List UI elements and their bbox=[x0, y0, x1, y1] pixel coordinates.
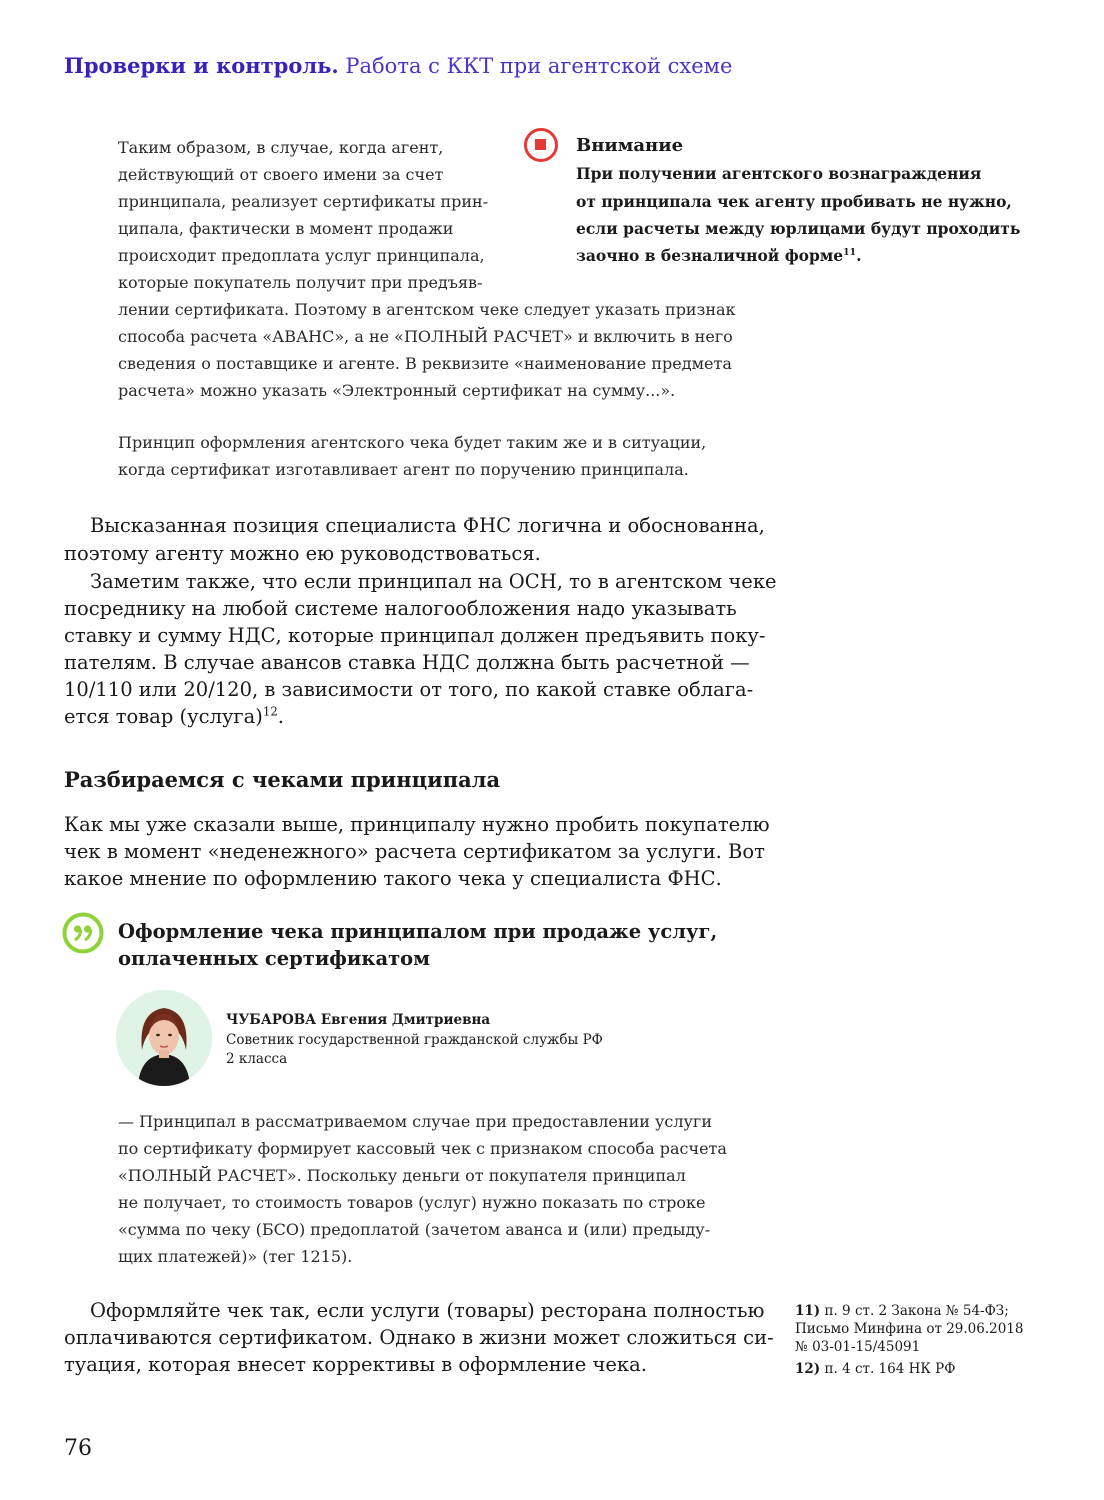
attention-line: заочно в безналичной форме bbox=[576, 246, 844, 265]
closing-line: оплачиваются сертификатом. Однако в жизни может сложиться си- bbox=[64, 1326, 774, 1349]
footnote-11 bbox=[795, 1303, 1009, 1319]
stop-circle-icon bbox=[524, 128, 558, 162]
expert-quote-line: «ПОЛНЫЙ РАСЧЕТ». Поскольку деньги от покупателя принципал bbox=[118, 1166, 686, 1185]
body-line: пателям. В случае авансов ставка НДС должна быть расчетной — bbox=[64, 651, 750, 674]
intro-line: чек в момент «неденежного» расчета сертификатом за услуги. Вот bbox=[64, 840, 765, 863]
quote-icon bbox=[62, 912, 104, 954]
intro-line: Как мы уже сказали выше, принципалу нужно пробить покупателю bbox=[64, 813, 770, 836]
quote-line: которые покупатель получит при предъяв- bbox=[118, 273, 483, 292]
expert-quote-line: «сумма по чеку (БСО) предоплатой (зачетом аванса и (или) предыду- bbox=[118, 1220, 711, 1239]
body-line: ется товар (услуга) bbox=[64, 705, 263, 728]
body-line: 10/110 или 20/120, в зависимости от того, по какой ставке облага- bbox=[64, 678, 754, 701]
quote-line: лении сертификата. Поэтому в агентском чеке следует указать признак bbox=[118, 300, 736, 319]
quote-title-line: оплаченных сертификатом bbox=[118, 947, 431, 970]
body-line: Заметим также, что если принципал на ОСН, то в агентском чеке bbox=[90, 570, 777, 593]
body-line: Высказанная позиция специалиста ФНС логична и обоснованна, bbox=[90, 514, 765, 537]
section-title: Работа с ККТ при агентской схеме bbox=[338, 54, 733, 78]
section-label: Проверки и контроль. bbox=[64, 53, 339, 78]
quote-line: когда сертификат изготавливает агент по поручению принципала. bbox=[118, 460, 689, 479]
expert-quote-line: — Принципал в рассматриваемом случае при предоставлении услуги bbox=[118, 1112, 712, 1131]
expert-portrait-illustration bbox=[116, 990, 212, 1086]
footnote-number: 12) bbox=[795, 1361, 821, 1377]
attention-line-last bbox=[576, 246, 862, 265]
quote-line: Принцип оформления агентского чека будет таким же и в ситуации, bbox=[118, 433, 707, 452]
expert-name: ЧУБАРОВА Евгения Дмитриевна bbox=[226, 1012, 491, 1028]
expert-quote-line: по сертификату формирует кассовый чек с признаком способа расчета bbox=[118, 1139, 727, 1158]
intro-line: какое мнение по оформлению такого чека у специалиста ФНС. bbox=[64, 867, 722, 890]
footnote-text: Письмо Минфина от 29.06.2018 bbox=[795, 1321, 1024, 1337]
attention-line: от принципала чек агенту пробивать не нужно, bbox=[576, 192, 1012, 211]
attention-end: . bbox=[856, 246, 862, 265]
quote-line: сведения о поставщике и агенте. В реквизите «наименование предмета bbox=[118, 354, 732, 373]
attention-line: если расчеты между юрлицами будут проходить bbox=[576, 219, 1021, 238]
footnote-text: п. 9 ст. 2 Закона № 54-ФЗ; bbox=[820, 1303, 1009, 1319]
quote-line: действующий от своего имени за счет bbox=[118, 165, 444, 184]
footnote-number: 11) bbox=[795, 1303, 821, 1319]
footnote-ref: 11 bbox=[843, 246, 857, 258]
body-line: ставку и сумму НДС, которые принципал должен предъявить поку- bbox=[64, 624, 766, 647]
expert-position-line: 2 класса bbox=[226, 1051, 288, 1067]
footnote-12 bbox=[795, 1361, 955, 1377]
page-number: 76 bbox=[64, 1436, 92, 1461]
quote-line: происходит предоплата услуг принципала, bbox=[118, 246, 485, 265]
section-heading: Разбираемся с чеками принципала bbox=[64, 767, 501, 792]
footnote-ref: 12 bbox=[262, 704, 278, 719]
quote-line: расчета» можно указать «Электронный сертификат на сумму...». bbox=[118, 381, 676, 400]
attention-line: При получении агентского вознаграждения bbox=[576, 164, 982, 183]
footnote-text: № 03-01-15/45091 bbox=[795, 1339, 921, 1355]
quote-line: Таким образом, в случае, когда агент, bbox=[118, 138, 444, 157]
expert-quote-line: щих платежей)» (тег 1215). bbox=[118, 1247, 353, 1266]
quote-line: ципала, фактически в момент продажи bbox=[118, 219, 454, 238]
body-line-last bbox=[64, 705, 284, 728]
expert-quote-line: не получает, то стоимость товаров (услуг) нужно показать по строке bbox=[118, 1193, 706, 1212]
running-head bbox=[64, 53, 732, 78]
body-line: посреднику на любой системе налогообложения надо указывать bbox=[64, 597, 737, 620]
quote-line: принципала, реализует сертификаты прин- bbox=[118, 192, 489, 211]
quote-title-line: Оформление чека принципалом при продаже услуг, bbox=[118, 920, 718, 943]
footnote-text: п. 4 ст. 164 НК РФ bbox=[820, 1361, 956, 1377]
closing-line: Оформляйте чек так, если услуги (товары) ресторана полностью bbox=[90, 1299, 765, 1322]
body-end: . bbox=[277, 705, 284, 728]
expert-position-line: Советник государственной гражданской службы РФ bbox=[226, 1032, 603, 1048]
quote-line: способа расчета «АВАНС», а не «ПОЛНЫЙ РАСЧЕТ» и включить в него bbox=[118, 327, 733, 346]
expert-photo bbox=[116, 990, 212, 1086]
closing-line: туация, которая внесет коррективы в оформление чека. bbox=[64, 1353, 647, 1376]
attention-title: Внимание bbox=[576, 135, 684, 156]
body-line: поэтому агенту можно ею руководствоваться. bbox=[64, 542, 541, 565]
